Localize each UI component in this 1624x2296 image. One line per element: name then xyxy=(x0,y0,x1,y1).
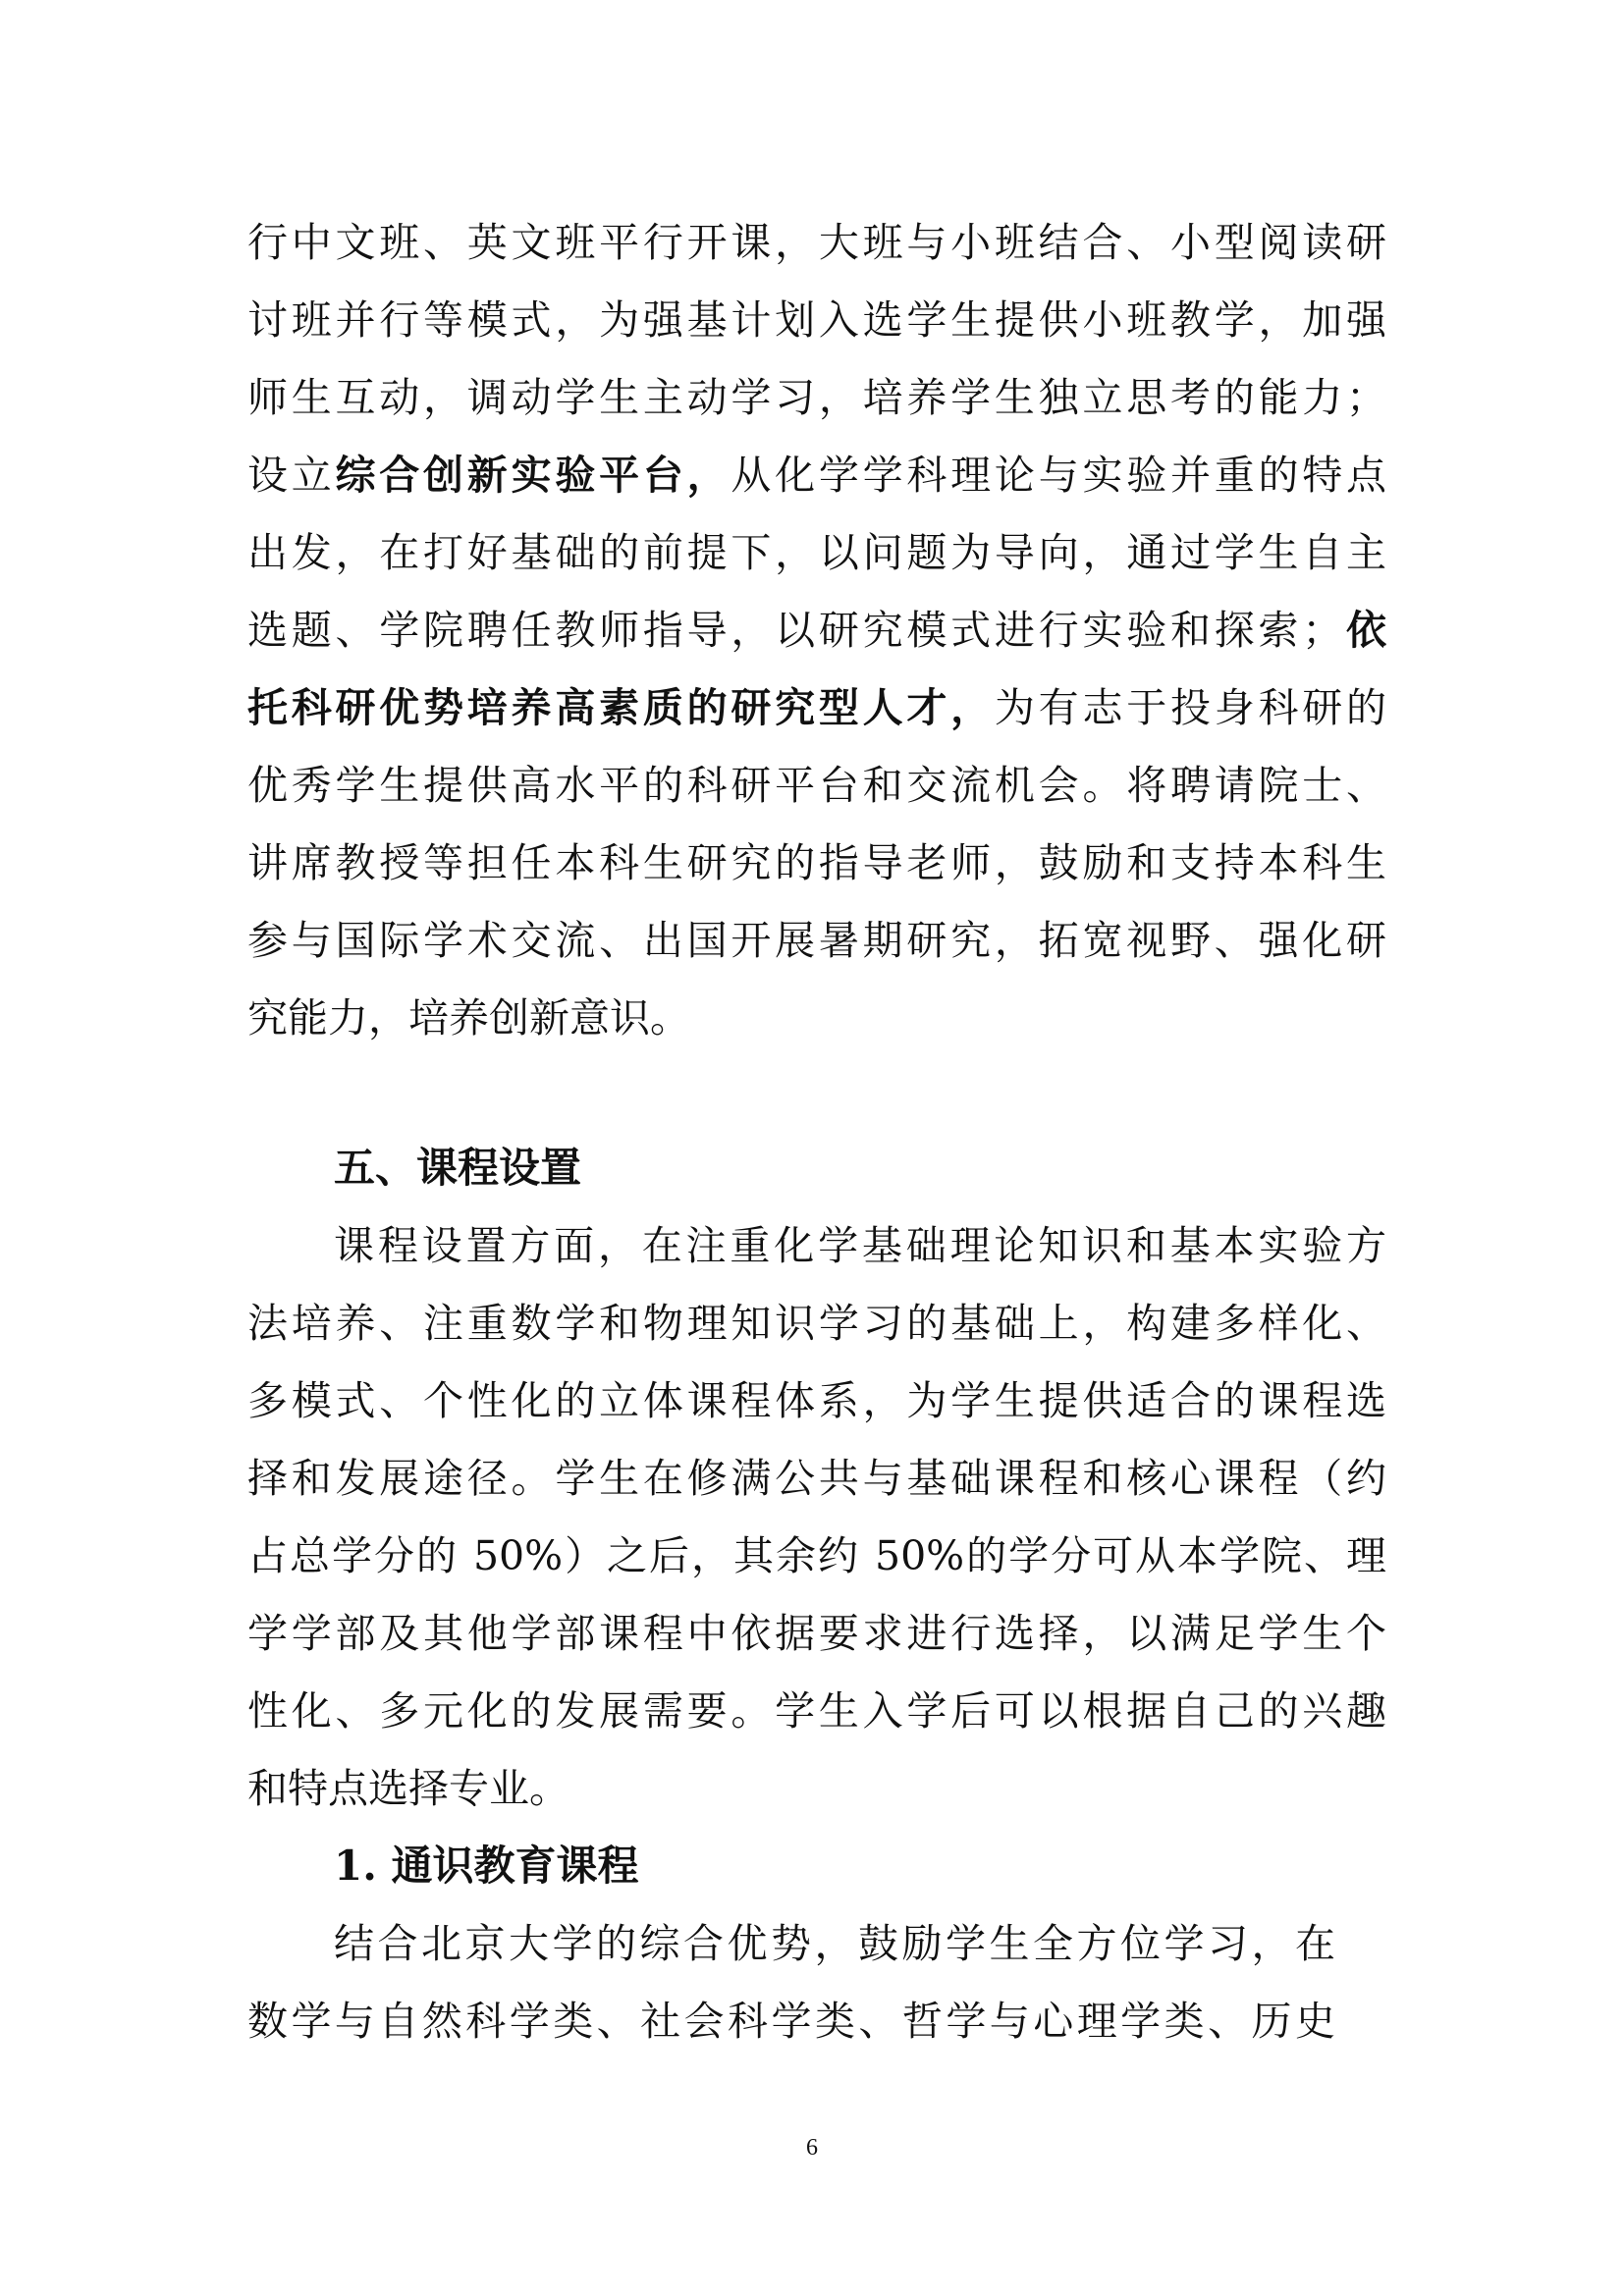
text-span: 法培养、注重数学和物理知识学习的基础上，构建多样化、 xyxy=(247,1300,1386,1347)
text-span: 设立 xyxy=(247,452,336,499)
section5-line-2 xyxy=(247,1294,1386,1353)
text-span: 为有志于投身科研的 xyxy=(994,684,1387,731)
section5-line-7 xyxy=(247,1682,1386,1740)
paragraph1-line-5 xyxy=(247,523,1386,582)
bold-text-span: 综合创新实验平台， xyxy=(335,452,731,499)
text-span: 究能力，培养创新意识。 xyxy=(247,994,690,1041)
paragraph1-line-11 xyxy=(247,988,1386,1047)
section5-heading: 五、课程设置 xyxy=(334,1144,582,1192)
paragraph1-line-7 xyxy=(247,678,1386,737)
text-span: 占总学分的 50%）之后，其余约 50%的学分可从本学院、理 xyxy=(247,1532,1386,1579)
paragraph1-line-6 xyxy=(247,601,1386,660)
text-span: 讲席教授等担任本科生研究的指导老师，鼓励和支持本科生 xyxy=(247,839,1386,886)
text-span: 优秀学生提供高水平的科研平台和交流机会。将聘请院士、 xyxy=(247,762,1386,809)
paragraph1-line-9 xyxy=(247,833,1386,892)
text-span: 选题、学院聘任教师指导，以研究模式进行实验和探索； xyxy=(247,607,1343,654)
text-span: 性化、多元化的发展需要。学生入学后可以根据自己的兴趣 xyxy=(247,1687,1386,1735)
bold-text-span: 依 xyxy=(1342,607,1387,654)
section5-line-3 xyxy=(247,1371,1386,1430)
section5-line-1 xyxy=(334,1216,1386,1275)
text-span: 行中文班、英文班平行开课，大班与小班结合、小型阅读研 xyxy=(247,219,1386,266)
section5-line-5 xyxy=(247,1526,1386,1585)
paragraph1-line-10 xyxy=(247,911,1386,970)
paragraph1-line-4 xyxy=(247,446,1386,505)
section5-line-4 xyxy=(247,1449,1386,1508)
text-span: 讨班并行等模式，为强基计划入选学生提供小班教学，加强 xyxy=(247,296,1386,344)
section5-line-8 xyxy=(247,1759,1386,1818)
paragraph1-line-2 xyxy=(247,291,1386,349)
subsection1-line-2 xyxy=(247,1992,1335,2051)
text-span: 师生互动，调动学生主动学习，培养学生独立思考的能力； xyxy=(247,374,1386,421)
page-number: 6 xyxy=(806,2135,818,2161)
bold-text-span: 托科研优势培养高素质的研究型人才， xyxy=(247,684,995,731)
subsection1-line-1 xyxy=(334,1914,1335,1973)
paragraph1-line-8 xyxy=(247,756,1386,815)
subsection1-heading: 1. 通识教育课程 xyxy=(334,1842,639,1890)
text-span: 多模式、个性化的立体课程体系，为学生提供适合的课程选 xyxy=(247,1377,1386,1424)
paragraph1-line-3 xyxy=(247,368,1386,427)
text-span: 数学与自然科学类、社会科学类、哲学与心理学类、历史 xyxy=(247,1998,1335,2045)
text-span: 择和发展途径。学生在修满公共与基础课程和核心课程（约 xyxy=(247,1455,1386,1502)
text-span: 课程设置方面，在注重化学基础理论知识和基本实验方 xyxy=(334,1222,1386,1269)
text-span: 结合北京大学的综合优势，鼓励学生全方位学习，在 xyxy=(334,1920,1335,1967)
text-span: 参与国际学术交流、出国开展暑期研究，拓宽视野、强化研 xyxy=(247,917,1386,964)
section5-line-6 xyxy=(247,1604,1386,1663)
paragraph1-line-1 xyxy=(247,213,1386,272)
text-span: 从化学学科理论与实验并重的特点 xyxy=(731,452,1387,499)
text-span: 出发，在打好基础的前提下，以问题为导向，通过学生自主 xyxy=(247,529,1386,576)
text-span: 学学部及其他学部课程中依据要求进行选择，以满足学生个 xyxy=(247,1610,1386,1657)
text-span: 和特点选择专业。 xyxy=(247,1765,569,1812)
